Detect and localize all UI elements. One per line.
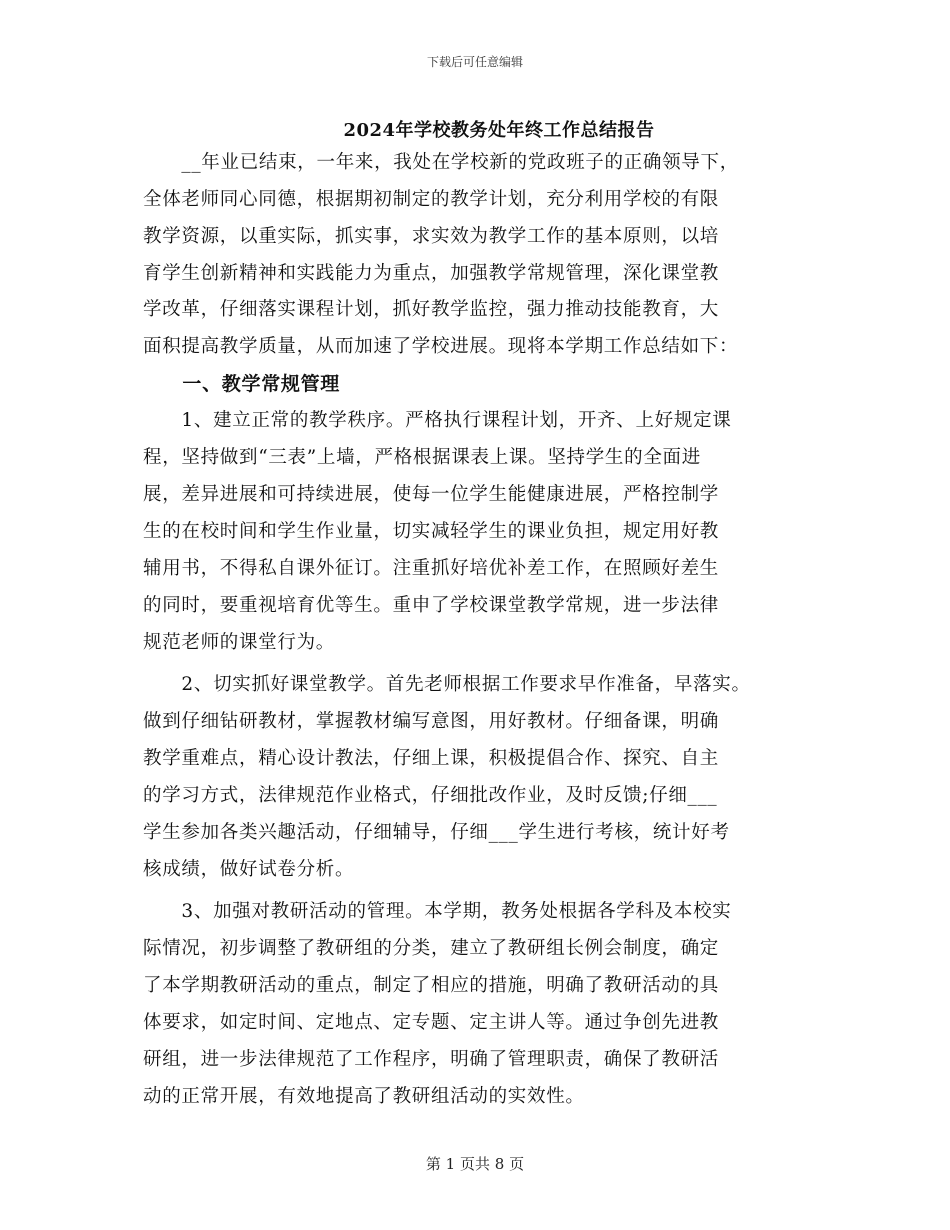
paragraph-line: 全体老师同心同德，根据期初制定的教学计划，充分利用学校的有限	[143, 189, 720, 210]
paragraph-line: __年业已结束，一年来，我处在学校新的党政班子的正确领导下，	[143, 152, 739, 173]
paragraph-line: 学改革，仔细落实课程计划，抓好教学监控，强力推动技能教育，大	[143, 299, 720, 320]
paragraph-line: 做到仔细钻研教材，掌握教材编写意图，用好教材。仔细备课，明确	[143, 711, 720, 732]
paragraph-line: 学生参加各类兴趣活动，仔细辅导，仔细___学生进行考核，统计好考	[143, 822, 730, 843]
paragraph-line: 教学资源，以重实际，抓实事，求实效为教学工作的基本原则，以培	[143, 226, 720, 247]
paragraph-line: 2、切实抓好课堂教学。首先老师根据工作要求早作准备，早落实。	[143, 674, 751, 695]
paragraph-line: 的学习方式，法律规范作业格式，仔细批改作业，及时反馈;仔细___	[143, 785, 718, 806]
paragraph-line: 育学生创新精神和实践能力为重点，加强教学常规管理，深化课堂教	[143, 263, 720, 284]
paragraph-line: 际情况，初步调整了教研组的分类，建立了教研组长例会制度，确定	[143, 938, 720, 959]
paragraph-line: 规范老师的课堂行为。	[143, 632, 336, 653]
page-number-footer: 第 1 页共 8 页	[425, 1155, 525, 1173]
paragraph-line: 的同时，要重视培育优等生。重申了学校课堂教学常规，进一步法律	[143, 595, 720, 616]
paragraph-line: 辅用书，不得私自课外征订。注重抓好培优补差工作，在照顾好差生	[143, 558, 720, 579]
header-note: 下载后可任意编辑	[426, 55, 523, 69]
document-title: 2024年学校教务处年终工作总结报告	[343, 120, 655, 141]
paragraph-line: 3、加强对教研活动的管理。本学期，教务处根据各学科及本校实	[143, 901, 732, 922]
paragraph-line: 研组，进一步法律规范了工作程序，明确了管理职责，确保了教研活	[143, 1049, 720, 1070]
paragraph-line: 1、建立正常的教学秩序。严格执行课程计划，开齐、上好规定课	[143, 410, 732, 431]
section-heading: 一、教学常规管理	[143, 373, 341, 395]
paragraph-line: 核成绩，做好试卷分析。	[143, 859, 355, 880]
paragraph-line: 动的正常开展，有效地提高了教研组活动的实效性。	[143, 1086, 585, 1107]
paragraph-line: 展，差异进展和可持续进展，使每一位学生能健康进展，严格控制学	[143, 484, 720, 505]
paragraph-line: 生的在校时间和学生作业量，切实减轻学生的课业负担，规定用好教	[143, 521, 720, 542]
paragraph-line: 了本学期教研活动的重点，制定了相应的措施，明确了教研活动的具	[143, 975, 720, 996]
paragraph-line: 教学重难点，精心设计教法，仔细上课，积极提倡合作、探究、自主	[143, 748, 720, 769]
paragraph-line: 体要求，如定时间、定地点、定专题、定主讲人等。通过争创先进教	[143, 1012, 720, 1033]
paragraph-line: 程，坚持做到“三表”上墙，严格根据课表上课。坚持学生的全面进	[143, 447, 701, 468]
paragraph-line: 面积提高教学质量，从而加速了学校进展。现将本学期工作总结如下：	[143, 336, 739, 357]
